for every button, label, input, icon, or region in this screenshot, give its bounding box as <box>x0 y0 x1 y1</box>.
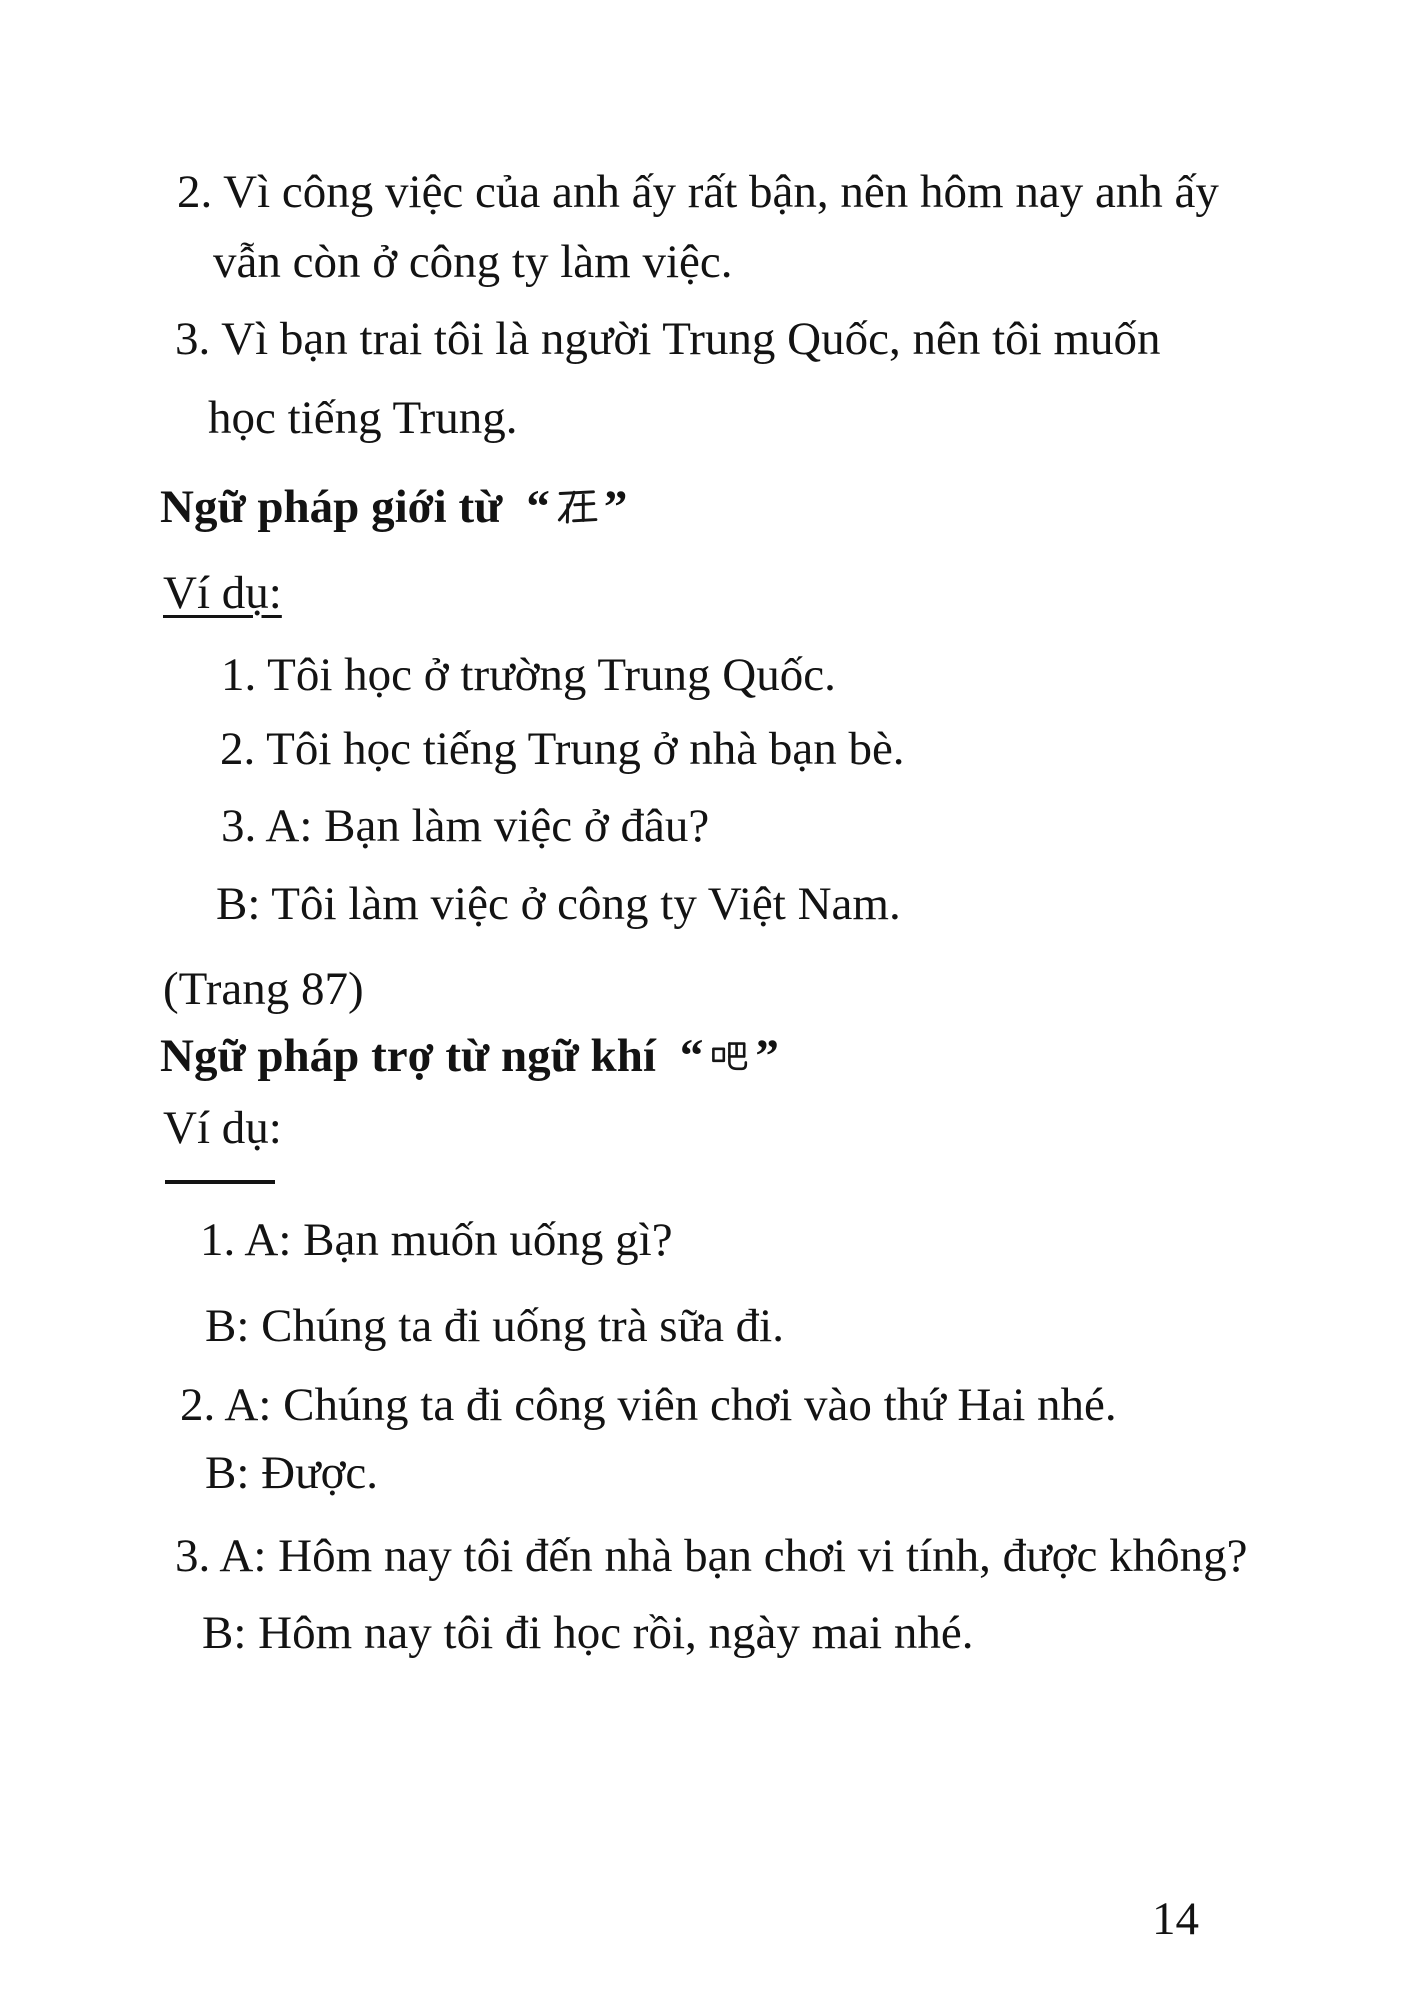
divider-line <box>165 1180 275 1184</box>
example-label: Ví dụ: <box>163 1102 282 1154</box>
grammar-heading-ba <box>160 1030 779 1082</box>
grammar-heading-label: Ngữ pháp trợ từ ngữ khí <box>160 1030 656 1082</box>
item-continuation: học tiếng Trung. <box>208 392 518 444</box>
example-item: 3. A: Hôm nay tôi đến nhà bạn chơi vi tính, được không? <box>175 1530 1248 1582</box>
page-reference: (Trang 87) <box>163 963 364 1015</box>
example-item: B: Chúng ta đi uống trà sữa đi. <box>205 1300 784 1352</box>
hanzi-quote-open: “ <box>526 481 550 533</box>
example-item: B: Được. <box>205 1447 379 1499</box>
example-item: 1. Tôi học ở trường Trung Quốc. <box>221 649 836 701</box>
numbered-item: 3. Vì bạn trai tôi là người Trung Quốc, nên tôi muốn <box>175 313 1161 365</box>
hanzi-quote-open: “ <box>679 1030 704 1082</box>
example-item: B: Tôi làm việc ở công ty Việt Nam. <box>216 878 901 930</box>
example-item: 3. A: Bạn làm việc ở đâu? <box>221 800 710 852</box>
example-item: B: Hôm nay tôi đi học rồi, ngày mai nhé. <box>202 1607 974 1659</box>
numbered-item: 2. Vì công việc của anh ấy rất bận, nên hôm nay anh ấy <box>177 166 1219 218</box>
hanzi-quote-close: ” <box>603 481 628 533</box>
example-label: Ví dụ: <box>163 567 282 619</box>
page-number: 14 <box>1152 1893 1199 1945</box>
hanzi-quote-close: ” <box>755 1030 779 1082</box>
hanzi-ba-glyph <box>709 1034 749 1074</box>
grammar-heading-zai <box>160 483 627 531</box>
hanzi-zai-glyph <box>556 483 598 525</box>
grammar-heading-label: Ngữ pháp giới từ <box>160 481 503 533</box>
example-item: 2. Tôi học tiếng Trung ở nhà bạn bè. <box>220 723 905 775</box>
example-item: 2. A: Chúng ta đi công viên chơi vào thứ Hai nhé. <box>180 1379 1117 1431</box>
example-item: 1. A: Bạn muốn uống gì? <box>200 1214 673 1266</box>
item-continuation: vẫn còn ở công ty làm việc. <box>213 236 733 288</box>
